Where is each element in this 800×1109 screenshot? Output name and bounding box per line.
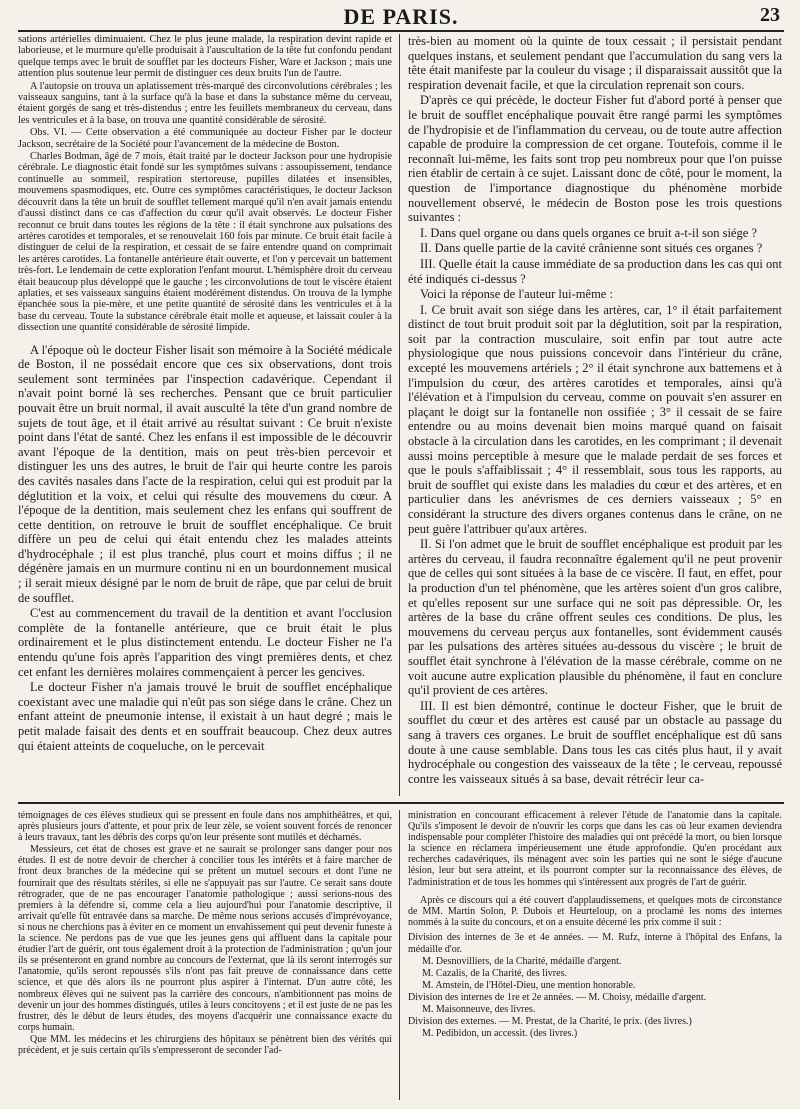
column-divider <box>399 34 400 796</box>
paragraph: Voici la réponse de l'auteur lui-même : <box>420 287 613 302</box>
page-header <box>18 4 784 32</box>
paragraph: Le docteur Fisher n'a jamais trouvé le bruit de soufflet encéphalique coexistant avec une maladie qui n'eût pas son siége dans le crâne. Chez un enfant atteint de pneumonie intense, il existait à un haut degré ; mais le petit malade faisait des dents et en souffrait beaucoup. Chez deux autres qui étaient atteints de coqueluche, on le percevait <box>18 680 392 753</box>
paragraph: A l'autopsie on trouva un aplatissement très-marqué des circonvolutions cérébrales ; les vaisseaux sanguins, tant à la surface qu'à la base et dans la substance même du cerveau, étaient gorgés de sang et très-distendus ; entre les feuillets membraneux du cerveau, dans les ventricules et à la base, on trouva une quantité considérable de sérosité. <box>18 80 392 126</box>
section-divider <box>18 802 784 804</box>
prize-item: M. Cazalis, de la Charité, des livres. <box>422 967 567 979</box>
paragraph: A l'époque où le docteur Fisher lisait son mémoire à la Société médicale de Boston, il ne possédait encore que ces six observations, dont trois seulement sont terminées par l'inspection cadavérique. Cependant il n'avait point borné là ses recherches. Pensant que ce bruit particulier pouvait être un bruit normal, il avait ausculté la tête d'un grand nombre de sujets de tout âge, et il était arrivé au résultat suivant : Ce bruit n'existe point dans l'état de santé. Chez les enfans il est impossible de le découvrir avant l'époque de la dentition, mais on peut très-bien percevoir et distinguer les uns des autres, le bruit de l'air qui heurte contre les parois des cavités nasales dans l'acte de la respiration, celui qui est produit par la déglutition et la voix, et celui qui résulte des mouvemens du cœur. A l'époque de la dentition, mais seulement chez les enfans qui souffrent de cette dentition, on retrouve le bruit de soufflet encéphalique. Ce bruit diffère un peu de celui qui était entendu chez les malades atteints d'hydrocéphale ; il est plus tranché, plus court et moins diffus ; il ne dégénère jamais en un murmure continu ni en un bourdonnement musical ; il serait mieux désigné par le nom de bruit de râpe, que par celui de bruit de soufflet. <box>18 342 392 605</box>
question-2: II. Dans quelle partie de la cavité crânienne sont situés ces organes ? <box>420 241 763 256</box>
paragraph: Après ce discours qui a été couvert d'applaudissemens, et quelques mots de circonstance de MM. Martin Solon, P. Dubois et Heurteloup, on a proclamé les noms des internes nommés à la suite du concours, et on a ensuite décerné les prix comme il suit : <box>408 894 782 928</box>
paragraph: Que MM. les médecins et les chirurgiens des hôpitaux se pénètrent bien des vérités qui précèdent, et je suis certain qu'ils s'empresseront de seconder l'ad- <box>18 1033 392 1056</box>
prize-division-heading: Division des externes. — M. Prestat, de la Charité, le prix. (des livres.) <box>408 1015 692 1027</box>
column-divider <box>399 810 400 1100</box>
newspaper-page <box>18 4 784 1104</box>
question-1: I. Dans quel organe ou dans quels organes ce bruit a-t-il son siége ? <box>420 225 757 240</box>
prize-list <box>408 932 782 1040</box>
prize-item: M. Pedibidon, un accessit. (des livres.) <box>422 1027 578 1039</box>
paragraph: Messieurs, cet état de choses est grave et ne saurait se prolonger sans danger pour nos études. Il est de notre devoir de chercher à concilier tous les intérêts et à faire marcher de front deux branches de la médecine qui se prêtent un mutuel secours et dont l'une ne fournirait que des résultats stériles, si elle ne s'appuyait pas sur l'autre. Ce serait sans doute rétrograder, que de ne pas encourager l'anatomie pathologique ; aussi serions-nous des premiers à la défendre si, comme cela a lieu aujourd'hui pour l'anatomie descriptive, il arrivait qu'elle fût entravée dans sa marche. De même nous serions accusés d'imprévoyance, si nous ne cherchions pas à éviter en ce moment un envahissement qui peut devenir funeste à la science. Ne perdons pas de vue que les jeunes gens qui affluent dans la capitale pour étudier l'art de guérir, ont tous également droit à la protection de l'administration ; qu'un jour ils se présenteront en grand nombre au concours de l'externat, que là ils seront interrogés sur l'anatomie, qu'ils seront repoussés s'ils n'ont pas fait preuve de connaissance dans cette science, et que dès alors ils ne pourront plus aspirer à l'internat. D'un autre côté, les nombreux élèves qui ne suivent pas la carrière des concours, n'ambitionnent pas moins de devenir un jour des hommes distingués, utiles à leurs concitoyens ; et il est juste de ne pas les frustrer, dès le début de leurs études, des moyens d'acquérir une connaissance exacte du corps humain. <box>18 844 392 1033</box>
lower-right-column <box>408 810 782 1100</box>
answer-2: II. Si l'on admet que le bruit de soufflet encéphalique est produit par les artères du cerveau, il faudra reconnaître également qu'il ne peut provenir que de celles qui sont situées à la base de ce viscère. Il faut, en effet, pour la production d'un tel phénomène, que les artères soient d'un gros calibre, et qu'elles reposent sur une surface qui ne soit pas dépressible. Or, les artères de la base du crâne offrent seules ces conditions. De plus, les mouvemens du cerveau perçus aux fontanelles, sont évidemment causés par les pulsations des artères situées au-dessous du viscère ; le bruit de soufflet était synchrone à l'élévation de la masse cérébrale, comme on ne voit aucune autre explication plausible du phénomène, il faut en conclure qu'il provient de ces artères. <box>408 537 782 698</box>
page-title: DE PARIS. <box>343 4 459 29</box>
upper-right-column <box>408 34 782 796</box>
page-number: 23 <box>760 4 780 26</box>
paragraph: Charles Bodman, âgé de 7 mois, était traité par le docteur Jackson pour une hydropisie cérébrale. Le diagnostic était fondé sur les symptômes suivans : assoupissement, tendance continuelle au sommeil, respiration stertoreuse, pupilles dilatées et insensibles, mouvemens spasmodiques, etc. Outre ces symptômes caractéristiques, le docteur Jackson découvrit dans la tête un bruit de soufflet tellement marqué qu'il n'en avait jamais entendu d'aussi distinct dans ce cas d'affection du cœur qu'il avait observés. Le docteur Fisher reconnut ce bruit dans toutes les régions de la tête : il était synchrone aux pulsations des artères carotides et temporales, et se renouvelait 160 fois par minute. Ce bruit était facile à distinguer de celui de la respiration, et cessait de se faire entendre quand on comprimait les artères carotides. La fontanelle antérieure était ouverte, et l'on y percevait un battement très-fort. Le lendemain de cette exploration l'enfant mourut. L'hémisphère droit du cerveau était beaucoup plus développé que le gauche ; les circonvolutions de tout le viscère étaient aplaties, et ses vaisseaux sanguins étaient modérément distendus. On trouva de la lymphe épanchée sous la pie-mère, et une petite quantité de sérosité dans les ventricules et à la base du cerveau. Toute la substance cérébrale était molle et aqueuse, et laissait couler à la dissection une quantité considérable de sérosité limpide. <box>18 151 392 334</box>
lower-left-column <box>18 810 392 1100</box>
lower-section <box>18 810 784 1100</box>
upper-section <box>18 34 784 796</box>
prize-division-heading: Division des internes de 1re et 2e années. — M. Choisy, médaille d'argent. <box>408 991 707 1003</box>
question-3: III. Quelle était la cause immédiate de sa production dans les cas qui ont été indiqués ci-dessus ? <box>408 256 782 286</box>
observations-block <box>18 34 392 334</box>
answer-1: I. Ce bruit avait son siége dans les artères, car, 1° il était parfaitement distinct de tout bruit produit soit par la déglutition, soit par la respiration, soit par la contraction musculaire, soit enfin par tout autre acte physiologique que nous puissions concevoir dans l'intérieur du crâne, excepté les mouvemens artériels ; 2° il était synchrone aux battemens et à l'impulsion du cœur, des artères carotides et temporales, ainsi qu'à l'élévation et à l'impulsion du cerveau, comme on pouvait s'en assurer en plaçant le doigt sur la fontanelle non ossifiée ; 3° il cessait de se faire entendre ou au moins devenait bien moins marqué quand on faisait obstacle à la circulation dans les carotides, en les comprimant ; il devenait aussi moins perceptible à mesure que le malade perdait de ses forces et que le pouls s'affaiblissait ; 4° il ressemblait, sous tous les rapports, au bruit de soufflet qui existe dans les maladies du cœur et des artères, et en particulier dans les anévrismes de ces derniers vaisseaux ; 5° en considérant la structure des divers organes contenus dans le crâne, on ne peut guère l'attribuer qu'aux artères. <box>408 302 782 536</box>
answer-3: III. Il est bien démontré, continue le docteur Fisher, que le bruit de soufflet du cœur et des artères est causé par un obstacle au passage du sang à travers ces organes. Le bruit de soufflet encéphalique est dû sans doute à une cause semblable. Dans tous les cas cités plus haut, il y avait hydrocéphale ou congestion des vaisseaux de la tête ; le cerveau, repoussé contre les vaisseaux situés à sa base, devait rétrécir leur ca- <box>408 698 782 786</box>
paragraph: ministration en concourant efficacement à relever l'étude de l'anatomie dans la capitale. Qu'ils s'imposent le devoir de n'ouvrir les corps que dans les cas où leur examen deviendra indispensable pour compléter l'histoire des maladies qui ont précédé la mort, ou bien lorsque la science en réclamera impérieusement une étude approfondie. Qu'en procédant aux recherches cadavériques, ils ménagent avec soin les parties qui ne sont le siége d'aucune lésion, leur but sera atteint, et ils pourront compter sur la reconnaissance des élèves, de l'administration et de tous les hommes qui s'intéressent aux progrès de l'art de guérir. <box>408 810 782 888</box>
paragraph: C'est au commencement du travail de la dentition et avant l'occlusion complète de la fontanelle antérieure, que ce bruit était le plus ordinairement et le plus distinctement entendu. Le docteur Fisher ne l'a entendu qu'une fois après l'apparition des vingt premières dents, et chez cet enfant les dernières molaires commençaient à percer les gencives. <box>18 606 392 679</box>
paragraph: sations artérielles diminuaient. Chez le plus jeune malade, la respiration devint rapide et laborieuse, et le murmure qu'elle produisait à l'auscultation de la tête fut confondu pendant quelque temps avec le bruit de soufflet par les docteurs Fisher, Ware et Jackson ; mais une attention plus soutenue leur permit de distinguer ces deux bruits l'un de l'autre. <box>18 34 392 80</box>
paragraph: témoignages de ces élèves studieux qui se pressent en foule dans nos amphithéâtres, et qui, après plusieurs jours d'attente, et pour prix de leur zèle, se voient souvent forcés de renoncer à leurs travaux, tant les débris des corps qu'on leur présente sont mutilés et décharnés. <box>18 810 392 844</box>
upper-left-column <box>18 34 392 796</box>
prize-item: M. Desnovilliers, de la Charité, médaille d'argent. <box>422 955 622 967</box>
prize-division-heading: Division des internes de 3e et 4e années. — M. Rufz, interne à l'hôpital des Enfans, la médaille d'or. <box>408 931 782 955</box>
discussion-block <box>18 343 392 754</box>
prize-item: M. Amstein, de l'Hôtel-Dieu, une mention honorable. <box>422 979 636 991</box>
paragraph: D'après ce qui précède, le docteur Fisher fut d'abord porté à penser que le bruit de soufflet encéphalique pouvait être rangé parmi les symptômes de l'hydropisie et de l'inflammation du cerveau, ou de toute autre affection capable de produire la compression de cet organe. Toutefois, comme il le reconnaît lui-même, les faits sont trop peu nombreux pour que l'on puisse rien établir de certain à ce sujet. Laissant donc de côté, pour le moment, la question de l'importance diagnostique du phénomène morbide nouvellement observé, le médecin de Boston pose les trois questions suivantes : <box>408 93 782 225</box>
paragraph: Obs. VI. — Cette observation a été communiquée au docteur Fisher par le docteur Jackson, secrétaire de la Société pour l'avancement de la médecine de Boston. <box>18 127 392 150</box>
prize-item: M. Maisonneuve, des livres. <box>422 1003 536 1015</box>
paragraph: très-bien au moment où la quinte de toux cessait ; il persistait pendant quelques instans, et seulement pendant que l'accumulation du sang vers la tête était manifeste par la couleur du visage ; il disparaissait aussitôt que la respiration devenait facile, et que la circulation reprenait son cours. <box>408 34 782 92</box>
